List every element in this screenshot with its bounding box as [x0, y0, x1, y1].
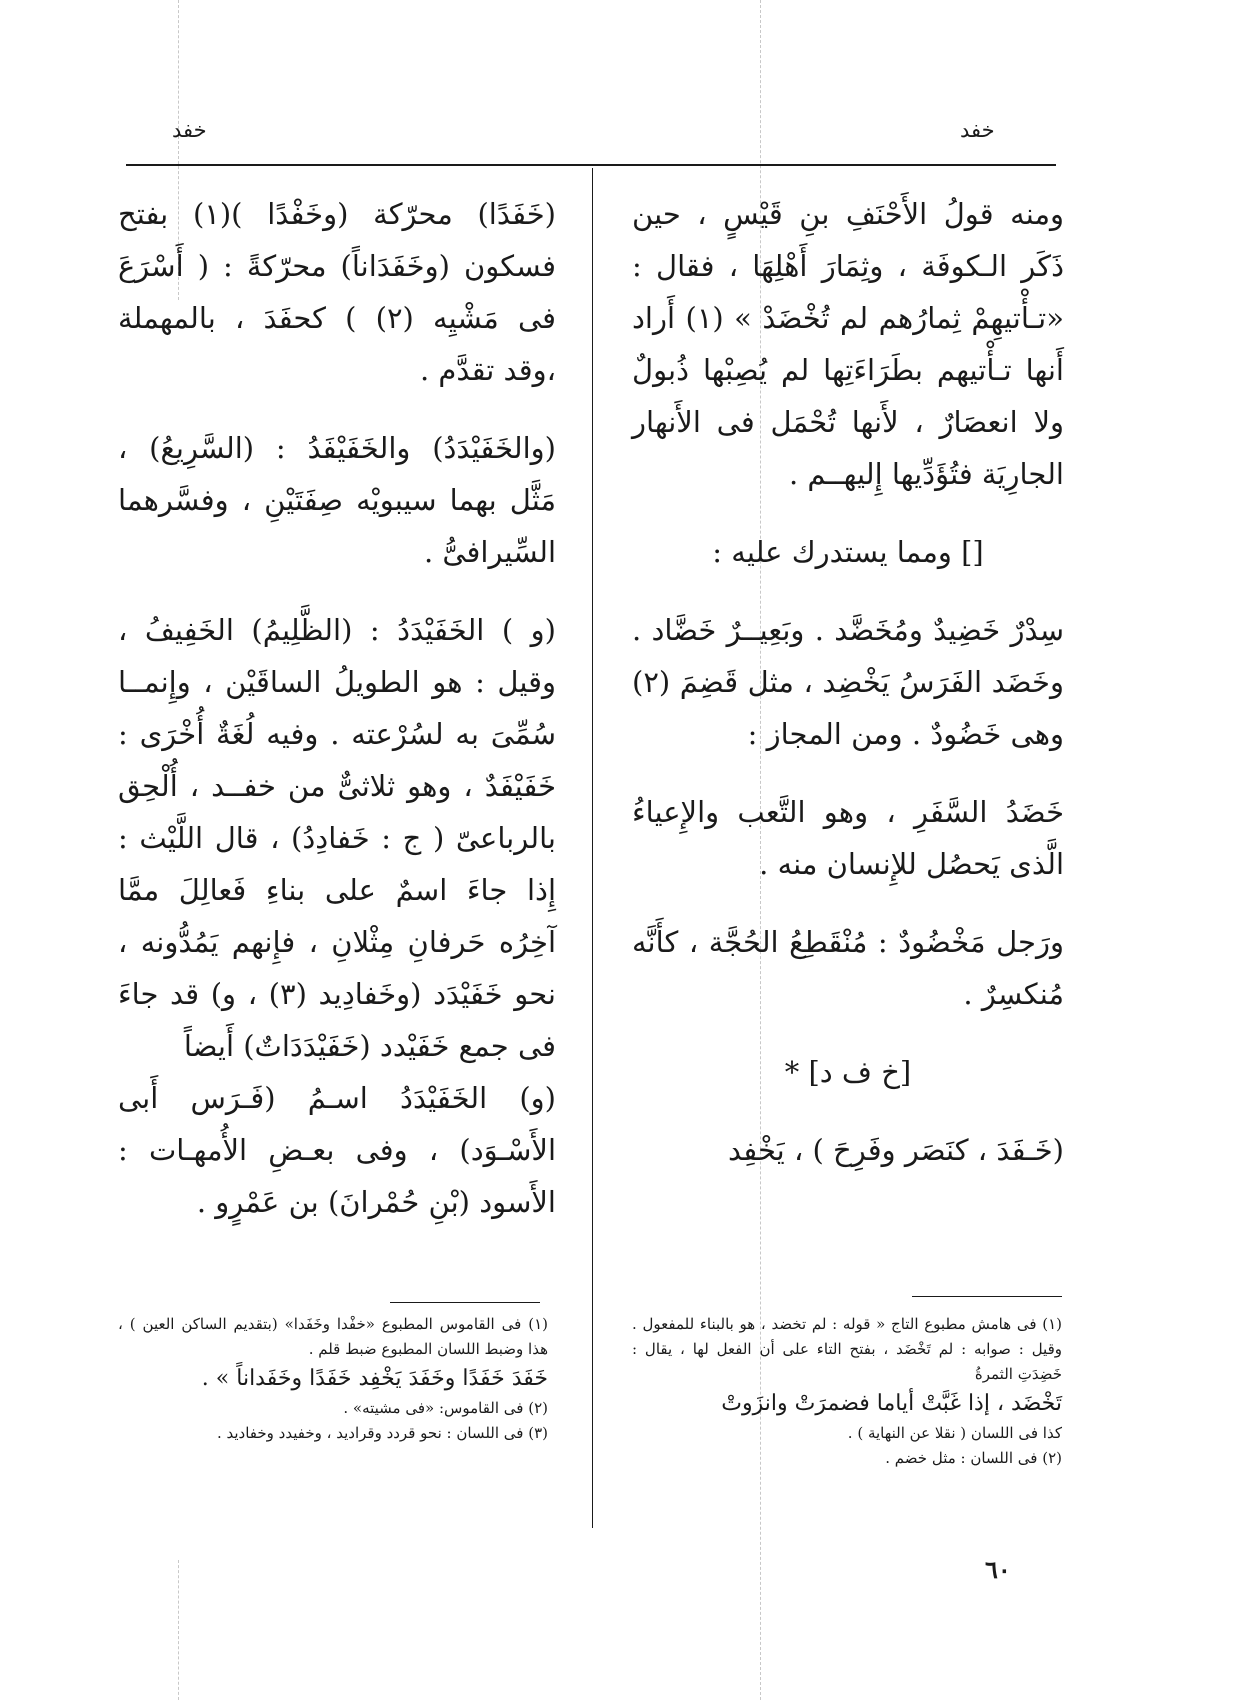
entry-paragraph: (و) الخَفَيْدَدُ اسـمُ (فَـرَس أَبى الأَسْـوَد) ، وفى بعـضِ الأُمهـات : الأَسود (بْنِ حُمْرانَ) بن عَمْرٍو . [118, 1081, 556, 1219]
running-header-left: خفد [172, 118, 207, 142]
column-divider [592, 168, 593, 1528]
footnote-line: (١) فى هامش مطبوع التاج « قوله : لم تخضد ، هو بالبناء للمفعول . وقيل : صوابه : لم تَخْضَد ، بفتح التاء على أن الفعل لها ، يقال : خَضِدَتِ الثمرةُ [632, 1315, 1062, 1383]
entry-paragraph: (و ) الخَفَيْدَدُ : (الظَّلِيمُ) الخَفِيفُ ، وقيل : هو الطويلُ الساقَيْن ، وإِنمــا سُمِّىَ به لسُرْعته . وفيه لُغَةٌ أُخْرَى : خَفَيْفَدٌ ، وهو ثلاثىٌّ من خفــد ، أُلْحِق بالرباعىّ ( ج : خَفادِدُ) ، قال اللَّيْث : إِذا جاءَ اسمٌ على بناءِ فَعالِلَ ممَّا آخِرُه حَرفانِ مِثْلانِ ، فإِنهم يَمُدُّونه ، نحو خَفَيْدَد (وخَفادِيد (٣) ، و) قد جاءَ فى جمع خَفَيْدد (خَفَيْدَدَاتٌ) أَيضاً [118, 613, 556, 1063]
entry-paragraph: ورَجل مَخْضُودٌ : مُنْقَطِعُ الحُجَّة ، كأَنَّه مُنكسِرٌ . [632, 925, 1064, 1011]
left-column [118, 188, 556, 1228]
footnote-line: (٢) فى القاموس: «فى مشيته» . [343, 1399, 548, 1417]
entry-paragraph: (والخَفَيْدَدُ) والخَفَيْفَدُ : (السَّرِيعُ) ، مَثَّل بهما سيبويْه صِفَتَيْنِ ، وفسَّرهما السِّيرافىُّ . [118, 431, 556, 569]
entry-paragraph: (خَفَدًا) محرّكة (وخَفْدًا )(١) بفتح فسكون (وخَفَدَاناً) محرّكةً : ( أَسْرَعَ فى مَشْيِه (٢) ) كحفَدَ ، بالمهملة ،وقد تقدَّم . [118, 197, 556, 387]
entry-paragraph: خَضَدُ السَّفَرِ ، وهو التَّعب والإِعياءُ الَّذى يَحصُل للإِنسان منه . [632, 795, 1064, 881]
footnote-line: خَفَدَ خَفَدًا وخَفَدَ يَخْفِد خَفَدًا وخَفَداناً » . [201, 1366, 548, 1391]
entry-paragraph: ومنه قولُ الأَحْنَفِ بنِ قَيْسٍ ، حين ذَكَر الـكوفَة ، وثِمَارَ أَهْلِهَا ، فقال : «تـأْتيهِمْ ثِمارُهم لم تُخْضَدْ » (١) أَراد أَنها تـأْتيهم بطَرَاءَتِها لم يُصِبْها ذُبولٌ ولا انعصَارٌ ، لأَنها تُحْمَل فى الأَنهار الجارِيَة فتُؤَدِّيها إِليهــم . [632, 197, 1064, 491]
header-rule [126, 164, 1056, 166]
page-number: ٦٠ [985, 1555, 1011, 1584]
scan-artifact-line [178, 1560, 179, 1700]
running-header-right: خفد [960, 118, 995, 142]
entry-paragraph: (خَـفَدَ ، كنَصَر وفَرِحَ ) ، يَخْفِد [728, 1133, 1064, 1167]
footnote-line: (١) فى القاموس المطبوع «خفْدا وخَفَدا» (بتقديم الساكن العين ) ، هذا وضبط اللسان المطبوع ضبط قلم . [118, 1315, 548, 1358]
footnote-line: (٢) فى اللسان : مثل خضم . [885, 1449, 1062, 1467]
footnote-line: تَخْضَد ، إذا غَبَّتْ أياما فضمرَتْ وانزَوتْ [721, 1391, 1062, 1416]
entry-paragraph: سِدْرٌ خَضِيدٌ ومُخَضَّد . وبَعِيــرٌ خَضَّاد . وخَضَد الفَرَسُ يَخْضِد ، مثل قَضِمَ (٢) وهى خَضُودٌ . ومن المجاز : [632, 613, 1064, 751]
addendum-heading: [] ومما يستدرك عليه : [712, 535, 984, 569]
footnote-line: كذا فى اللسان ( نقلا عن النهاية ) . [847, 1424, 1062, 1442]
footnote-rule-right [912, 1296, 1062, 1297]
right-column [632, 188, 1064, 1176]
footnote-rule-left [390, 1302, 540, 1303]
root-heading: [خ ف د] * [784, 1055, 912, 1089]
footnote-line: (٣) فى اللسان : نحو قردد وقراديد ، وخفيدد وخفاديد . [216, 1424, 548, 1442]
footnotes-right [632, 1312, 1062, 1471]
footnotes-left [118, 1312, 548, 1446]
